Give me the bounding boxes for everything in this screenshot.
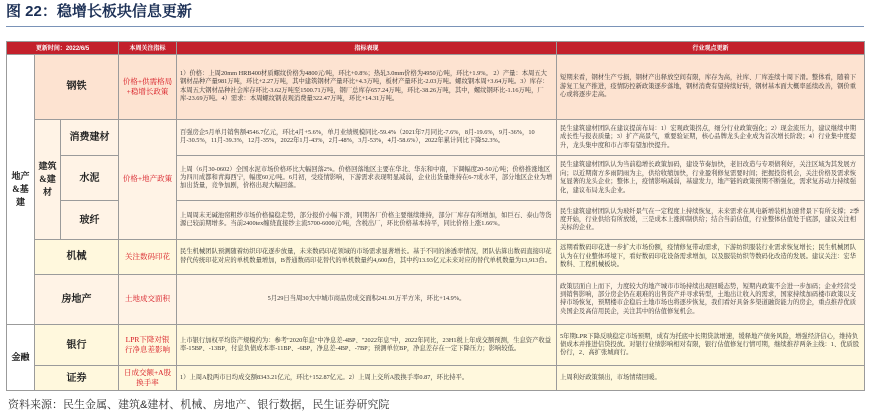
figure-title: 图 22：稳增长板块信息更新: [6, 3, 192, 20]
indicator-glass: 上周周末无碱池窑粗纱市场价格偏稳走势，部分报价小幅下滑，同期各厂价格主要继续维持，部分厂库存有所增加，如巨石、泰山等货源已较前期增多。当前2400tex缠绕直接纱主流5700-6000元/吨，含税出厂，环比价格基本持平，同比价格上涨1.66%。: [177, 201, 557, 240]
indicator-steel: 1）价格：上周20mm HRB400材质螺纹价格为4800元/吨，环比+0.8%；热轧3.0mm价格为4950元/吨，环比+1.9%。 2）产量：本周五大钢材品种产量981万吨，环比+2.27万吨，其中建筑钢材产量环比+4.3万吨，板材产量环比-2.03万吨。螺纹钢本周+3.64万吨。3）库存：本周五大钢材品种社会库存环比-3.62万吨至1500.71万吨，钢厂总库存657.24万吨，环比-38.26万吨，其中，螺纹钢环比-1.16万吨，厂库-23.69万吨。4）需求：本周螺纹钢表观消费量322.47万吨，环比+14.31万吨。: [177, 54, 557, 119]
table-header-row: [7, 42, 865, 55]
table-row-realestate: [7, 274, 865, 325]
table-row-machinery: [7, 240, 865, 274]
indicator-consumer: 百强房企5月单月销售额4546.7亿元，环比4月+5.6%，单月业绩规模同比-59.4%（2021年7月同比-7.6%，8月-19.6%，9月-36%，10月-30.5%，11月-39.3%，12月-35%，2022年1月-43%，2月-48%，3月-53%，4月-58.6%），2022年累计同比下降52.3%。: [177, 119, 557, 156]
header-focus: 本周关注指标: [119, 42, 177, 55]
info-table: [6, 41, 865, 391]
focus-steel: 价格+供需格局+稳增长政策: [119, 54, 177, 119]
focus-machinery: 关注数码印花: [119, 240, 177, 274]
header-update-time: 更新时间：2022/6/5: [7, 42, 119, 55]
focus-cement: 价格+地产政策: [119, 119, 177, 240]
row-name-securities: 证券: [35, 366, 119, 391]
header-policy: 行业观点更新: [557, 42, 865, 55]
indicator-realestate: 5月29日当周30大中城市商品房成交面积241.91万平方米，环比+14.9%。: [177, 274, 557, 325]
group-infra: 地产&基建: [7, 54, 35, 324]
focus-realestate: 土地成交面积: [119, 274, 177, 325]
row-name-machinery: 机械: [35, 240, 119, 274]
title-divider: [6, 26, 864, 27]
table-row-bank: [7, 325, 865, 366]
table-row-steel: [7, 54, 865, 119]
policy-glass: 民生建筑建材团队认为玻纤景气在一定程度上持续恢复，未来需求在风电新增装机加速背景下有所支撑；2季度开始，行业供给有所放缓，三是成本上涨抑制供给；结合当前估值，行业整体估值处于底部，建议关注相关标的企业。: [557, 201, 865, 240]
source-note: 资料来源：民生金属、建筑&建材、机械、房地产、银行数据，民生证券研究院: [8, 399, 390, 411]
policy-bank: 5年期LPR下降反映稳定市场预期，成有为托底中长期贷款增速，缓释地产债务风险，增强经济信心，维持负债成本并推进信贷投放。对银行业绩影响相对有限，银行估值修复行情可期，继续推荐两条主线：1、优质股份行，2、高扩张城商行。: [557, 325, 865, 366]
indicator-cement: 上周（6月30-0602）全国水泥市场价格环比大幅回落2%。价格回落地区主要在华北、华东和中南，下调幅度20-50元/吨；价格推涨地区为四川成都和青海西宁，幅度60元/吨。6月初，受疫情影响，下游需求表现明显减弱，企业出货量维持在6-7成水平，部分地区企业为增加出货量，竞争加剧，价格出现大幅回落。: [177, 156, 557, 201]
indicator-machinery: 民生机械团队预测随着纺织印花逐步放量，未来数码印花领域的市场需求显著增长。基于不同的渗透率情况，团队估算出数码直接印花替代传统印花对应的单机数量增加，B普通数码印花替代的单机数量约4,600台，其中约13.93亿元未来对应的替代单机数量为13,913台。: [177, 240, 557, 274]
row-name-cement: 水泥: [61, 156, 119, 201]
indicator-securities: 1）上周A股两市日均成交额8343.21亿元，环比+152.87亿元。2）上周上交所A股换手率0.87，环比持平。: [177, 366, 557, 391]
policy-consumer: 民生建筑建材团队在建议提前布局：1）宏观政策拐点，细分行业政策强化；2）现金流压力，建议继续中期成长性与报表质量；3）扩产高景气，重要验证期，核心品牌龙头企业成为首次增长阶段；4）行业集中度提升，龙头集中度和市占率有望加快提升。: [557, 119, 865, 156]
focus-securities: 日成交额+A股换手率: [119, 366, 177, 391]
row-name-consumer: 消费建材: [61, 119, 119, 156]
row-name-steel: 钢铁: [35, 54, 119, 119]
table-row-securities: [7, 366, 865, 391]
policy-machinery: 远期看数码印花进一步扩大市场份额，疫情修复带动需求，下游纺织服装行业需求恢复增长；民生机械团队认为在行业整体环境下，看好数码印花设备需求增加，以及服装纺织等数码化改造的发展。建议关注：宏华数科、工程机械板块。: [557, 240, 865, 274]
focus-bank: LPR下降对银行净息差影响: [119, 325, 177, 366]
group-finance: 金融: [7, 325, 35, 391]
policy-securities: 上周利好政策频出，市场情绪回暖。: [557, 366, 865, 391]
policy-realestate: 政策层面自上而下，力度较大的地产城市市场持续出现回暖态势，短期内政策不会进一步加码；企业经营受到销售影响，部分房企仍在艰难的出售资产并寻求转型，土地出让收入的需求，国家持续加码楼市政策以支持市场恢复，预期楼市企稳后土地市场也将逐步恢复，我们看好具备多渠道融资能力的房企，重点推荐优质央国企及高信用民企，关注其中的估值修复机会。: [557, 274, 865, 325]
indicator-bank: 上市银行加权平均资产规模约为：参考"2020年息"中净息差-4BP、"2022年息"中，2022年同比，23H1税上年成交额预测，生息资产收益率-15BP、-13BP，付息负债成本率-11BP、-6BP，净息差-4BP、-7BP；预测单位BP，净息差存在一定下降压力；影响较低。: [177, 325, 557, 366]
row-name-realestate: 房地产: [35, 274, 119, 325]
table-row-consumer: [7, 119, 865, 156]
header-indicator: 指标表现: [177, 42, 557, 55]
group-building: 建筑&建材: [35, 119, 61, 240]
policy-steel: 短期来看，钢材生产亏损，钢材产出释放空间有限，库存为高，社库、厂库连续十周下滑。整体看，随着下游复工复产推进，疫情防控新政策逐步落地，钢材消费有望持续好转，钢材基本面大概率延续改善，钢价重心或将逐步走高。: [557, 54, 865, 119]
row-name-bank: 银行: [35, 325, 119, 366]
policy-cement: 民生建筑建材团队认为当前稳增长政策加码，建设节奏加快，老旧改造与专项债利好，关注区域为其发展方向；以近期南方多雨阴雨为主，供给收缩加快，行业盈利修复需要时间；把握投资机会，关注价格及需求恢复显著的龙头企业；整体上，疫情影响减弱，基建发力，地产链的政策预期不断强化，需求复苏动力持续强化，建议布局龙头企业。: [557, 156, 865, 201]
row-name-glass: 玻纤: [61, 201, 119, 240]
